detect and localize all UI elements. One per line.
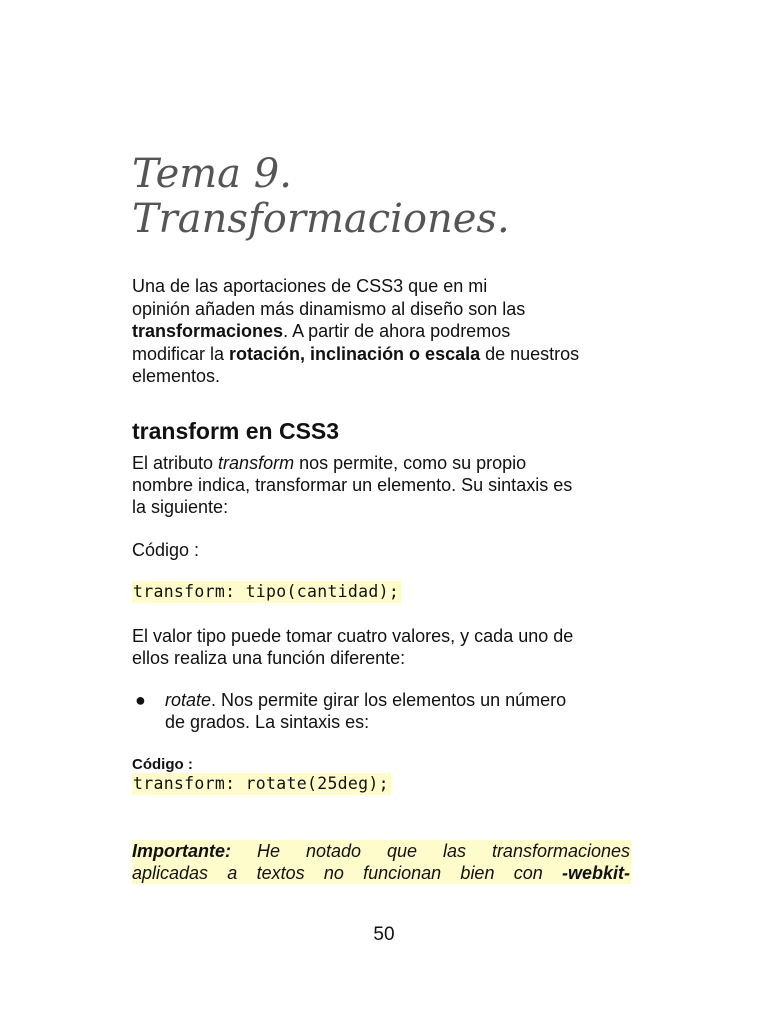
description-line-1-post: nos permite, como su propio [294, 453, 527, 473]
bullet-line-1-rest: . Nos permite girar los elementos un número [211, 690, 567, 710]
intro-line-5: elementos. [132, 366, 221, 386]
values-line-1: El valor tipo puede tomar cuatro valores, y cada uno de [132, 626, 574, 646]
chapter-title [132, 152, 510, 242]
important-bold-webkit: -webkit- [561, 863, 630, 883]
intro-bold-transformaciones: transformaciones [132, 321, 284, 341]
description-line-2: nombre indica, transformar un elemento. Su sintaxis es [132, 475, 573, 495]
description-line-3: la siguiente: [132, 497, 229, 517]
code-snippet-2: transform: rotate(25deg); [133, 774, 389, 793]
description-line-1 [132, 452, 572, 474]
transform-description-paragraph [132, 452, 572, 518]
chapter-title-line-1: Tema 9. [132, 151, 292, 197]
values-line-2: ellos realiza una función diferente: [132, 648, 406, 668]
important-line-2 [132, 862, 631, 884]
bullet-italic-rotate: rotate [165, 690, 212, 710]
code-label-2: Código : [132, 756, 193, 773]
chapter-title-line-2: Transformaciones. [132, 196, 510, 242]
values-paragraph [132, 625, 573, 669]
important-note [132, 840, 631, 884]
bullet-text [165, 689, 635, 733]
code-snippet-1: transform: tipo(cantidad); [133, 582, 400, 601]
intro-line-3-rest: . A partir de ahora podremos [283, 321, 511, 341]
bullet-line-1 [165, 689, 635, 711]
bullet-dot-icon: ● [135, 690, 146, 710]
section-heading: transform en CSS3 [132, 418, 340, 444]
important-line-1 [132, 840, 631, 862]
intro-line-4 [132, 343, 642, 366]
important-line-2-pre: aplicadas a textos no funcionan bien con [132, 863, 562, 883]
intro-bold-rotacion: rotación, inclinación o escala [229, 343, 481, 364]
page-number: 50 [373, 924, 395, 945]
intro-line-3 [132, 320, 642, 343]
description-italic-transform: transform [218, 453, 295, 473]
important-label: Importante: [132, 841, 231, 861]
bullet-line-2: de grados. La sintaxis es: [165, 712, 370, 732]
intro-line-2: opinión añaden más dinamismo al diseño son las [132, 298, 526, 319]
code-label-1: Código : [132, 540, 200, 560]
intro-line-4-post: de nuestros [480, 343, 580, 364]
intro-line-1: Una de las aportaciones de CSS3 que en mi [132, 276, 488, 296]
description-line-1-pre: El atributo [132, 453, 219, 473]
important-line-1-rest: He notado que las transformaciones [231, 841, 630, 861]
intro-line-4-pre: modificar la [132, 343, 230, 364]
intro-paragraph [132, 275, 642, 388]
